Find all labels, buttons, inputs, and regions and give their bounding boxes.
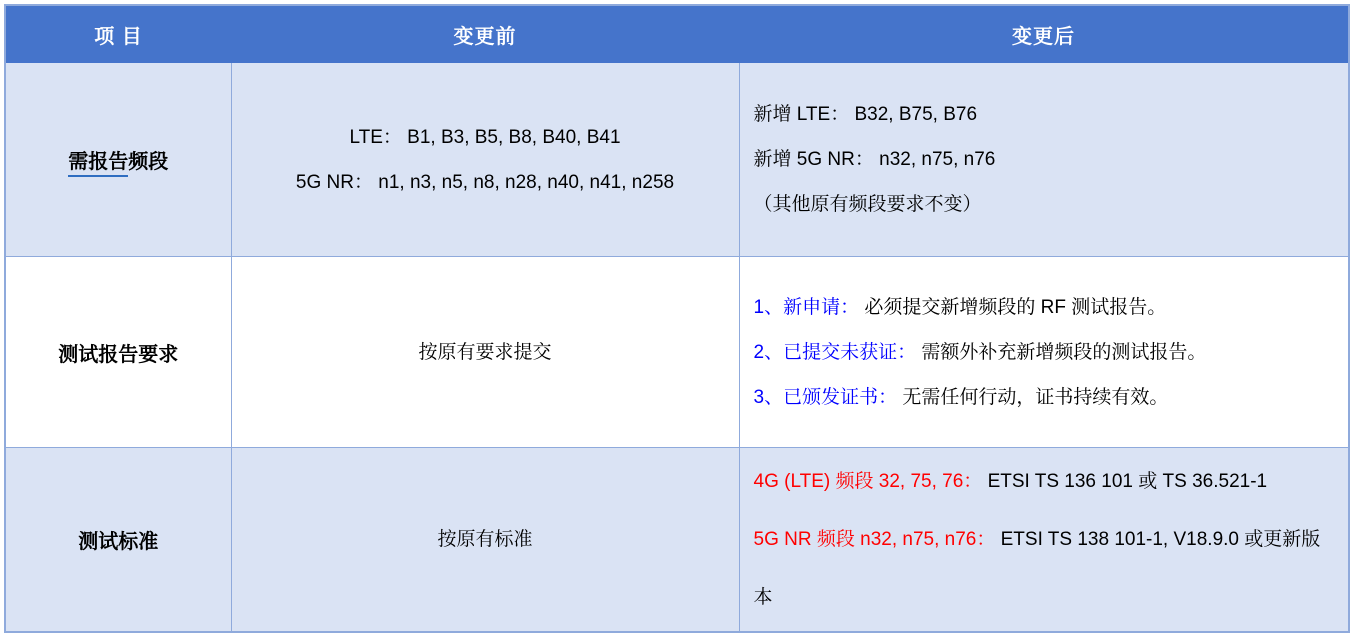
after-cell: [739, 257, 1349, 448]
text-segment: （其他原有频段要求不变）: [753, 194, 982, 215]
column-header-item: 项 目: [5, 5, 231, 63]
table-row-test-report-requirements: [5, 257, 1349, 448]
column-header-before: 变更前: [231, 5, 739, 63]
text-segment: 5G NR： n1, n3, n5, n8, n28, n40, n41, n258: [295, 171, 675, 193]
before-cell: [231, 63, 739, 257]
cell-paragraph: [754, 191, 1335, 218]
cell-paragraph: [754, 294, 1335, 321]
text-segment: 无需任何行动，证书持续有效。: [902, 386, 1169, 408]
row-item-label: [5, 257, 231, 448]
row-item-label: [5, 63, 231, 257]
text-segment: 需额外补充新增频段的测试报告。: [921, 341, 1207, 363]
blue-text-segment: 1、新申请：: [753, 296, 865, 318]
column-header-after: 变更后: [739, 5, 1349, 63]
after-cell: [739, 448, 1349, 633]
text-segment: 必须提交新增频段的 RF 测试报告。: [864, 296, 1167, 318]
item-label-text: 测试报告要求: [58, 343, 179, 366]
cell-paragraph: [754, 453, 1335, 511]
red-text-segment: 4G (LTE) 频段 32, 75, 76：: [753, 470, 988, 492]
cell-paragraph: [754, 511, 1335, 627]
cell-paragraph: [754, 384, 1335, 411]
text-segment: 新增 5G NR： n32, n75, n76: [753, 149, 996, 170]
cell-paragraph: [233, 339, 738, 366]
row-item-label: [5, 448, 231, 633]
text-segment: 按原有要求提交: [418, 341, 552, 363]
cell-paragraph: [754, 101, 1335, 128]
underlined-text: 需报告: [68, 151, 128, 177]
after-cell: [739, 63, 1349, 257]
text-segment: 按原有标准: [437, 529, 533, 550]
cell-paragraph: [233, 526, 738, 553]
before-cell: [231, 257, 739, 448]
red-text-segment: 5G NR 频段 n32, n75, n76：: [753, 528, 1001, 550]
text-segment: ETSI TS 136 101 或 TS 36.521-1: [987, 470, 1268, 492]
blue-text-segment: 2、已提交未获证：: [753, 341, 922, 363]
before-cell: [231, 448, 739, 633]
blue-text-segment: 3、已颁发证书：: [753, 386, 903, 408]
cell-paragraph: [754, 146, 1335, 173]
change-comparison-table: [4, 4, 1350, 633]
text-segment: 新增 LTE： B32, B75, B76: [753, 104, 978, 125]
text-segment: LTE： B1, B3, B5, B8, B40, B41: [349, 126, 621, 148]
cell-paragraph: [233, 124, 738, 151]
cell-paragraph: [233, 169, 738, 196]
table-row-reportable-bands: [5, 63, 1349, 257]
text-segment: ETSI TS 138 101-1, V18.9.0 或更新版本: [753, 528, 1321, 608]
item-label-text: 频段: [128, 151, 169, 173]
cell-paragraph: [754, 339, 1335, 366]
header-row: [5, 5, 1349, 63]
item-label-text: 测试标准: [78, 531, 159, 553]
table-row-test-standards: [5, 448, 1349, 633]
